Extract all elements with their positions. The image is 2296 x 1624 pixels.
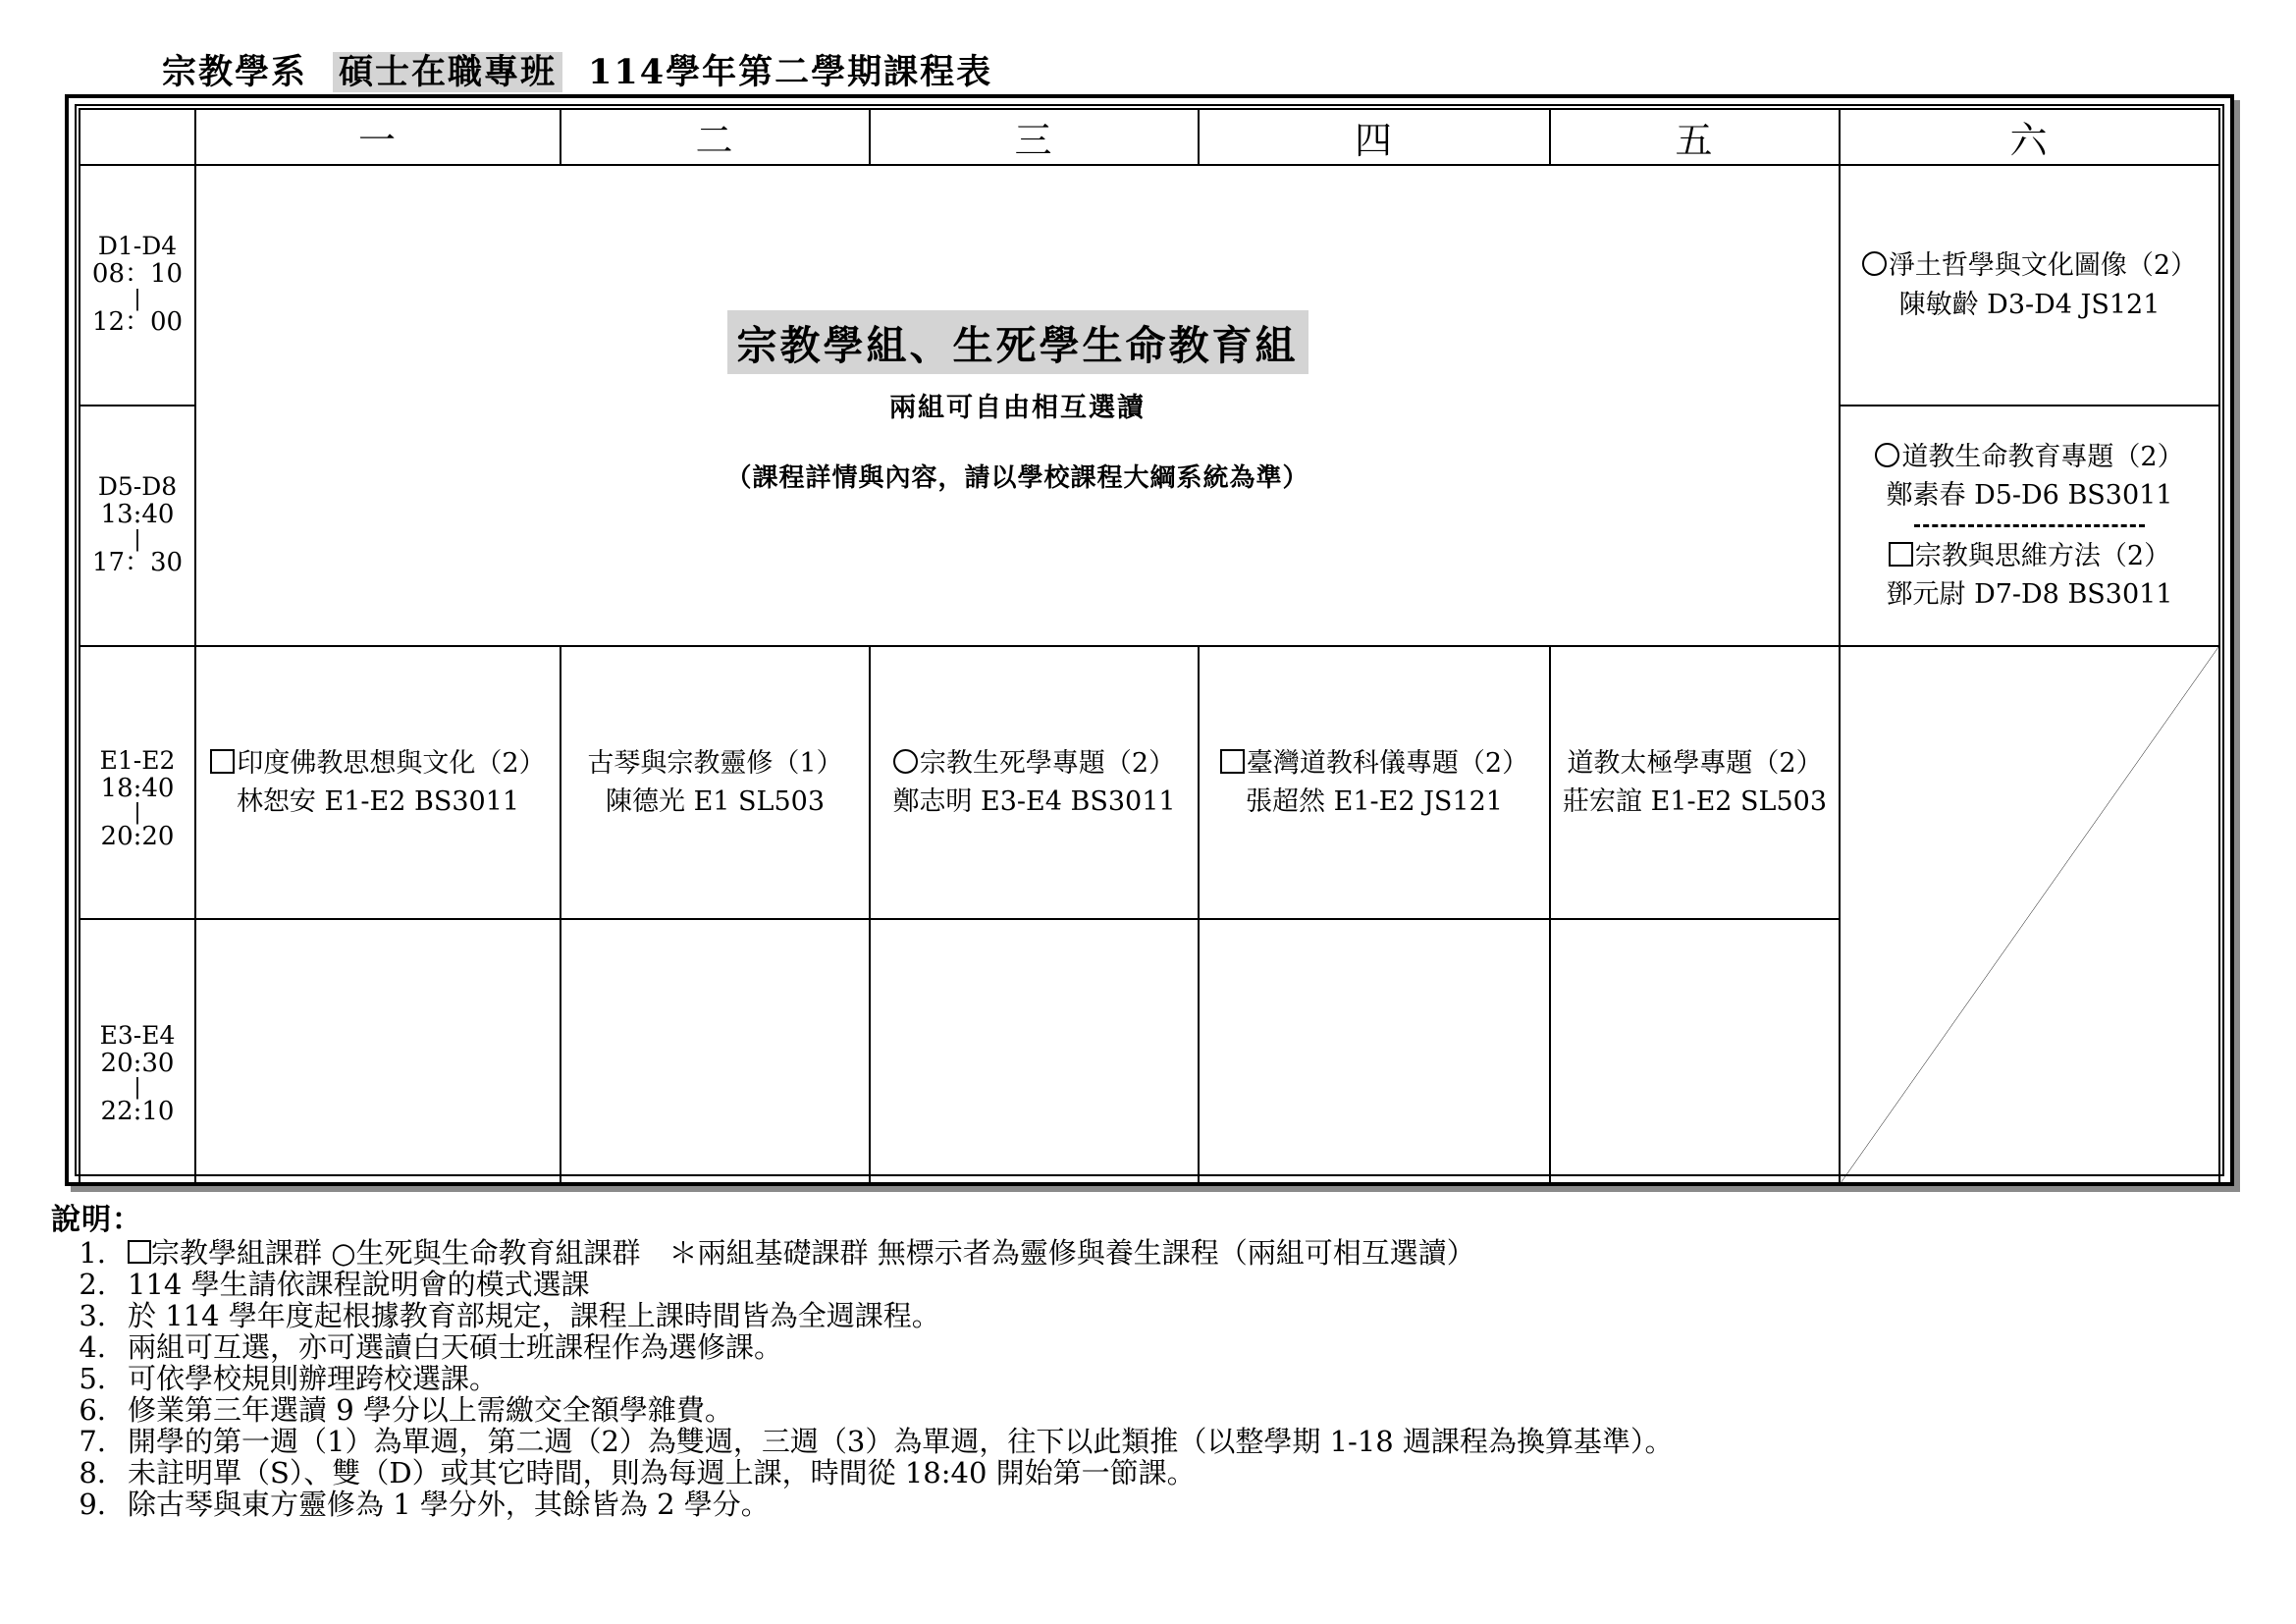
note-text	[128, 1236, 1475, 1270]
day-header-wed: 三	[870, 109, 1199, 165]
day-header-mon: 一	[195, 109, 561, 165]
cell-wed-evening[interactable]	[870, 646, 1199, 919]
group-note: （課程詳情與內容，請以學校課程大綱系統為準）	[725, 462, 1309, 493]
course-detail: 陳敏齡 D3-D4 JS121	[1898, 289, 2161, 320]
time-separator: |	[133, 1075, 141, 1101]
group-banner	[196, 300, 1839, 512]
course-name: 古琴與宗教靈修（1）	[587, 747, 843, 779]
time-code: E1-E2	[99, 745, 176, 775]
time-separator: |	[133, 526, 141, 552]
course-sat-afternoon-2	[1841, 537, 2218, 614]
table-header-row	[80, 109, 2219, 165]
time-start: 18:40	[100, 773, 175, 803]
course-mon-evening	[196, 744, 560, 821]
schedule-table	[79, 108, 2220, 1185]
note-text: 修業第三年選讀 9 學分以上需繳交全額學雜費。	[128, 1393, 733, 1427]
time-end: 17：30	[91, 548, 184, 578]
time-code: D5-D8	[97, 472, 178, 502]
note-text: 於 114 學年度起根據教育部規定，課程上課時間皆為全週課程。	[128, 1299, 940, 1332]
course-name: 宗教生死學專題（2）	[919, 747, 1176, 779]
course-detail: 林恕安 E1-E2 BS3011	[236, 786, 520, 817]
note-text: 可依學校規則辦理跨校選課。	[128, 1362, 499, 1395]
note-number: 7.	[79, 1425, 106, 1458]
course-wed-evening	[871, 744, 1198, 821]
course-tue-evening	[561, 744, 869, 821]
time-label-e1-e2	[80, 646, 195, 919]
title-term: 114學年第二學期課程表	[588, 52, 993, 92]
marker-circle-icon	[1862, 251, 1887, 276]
cell-thu-evening[interactable]	[1199, 646, 1550, 919]
time-label-d1-d4	[80, 165, 195, 406]
cell-fri-evening[interactable]	[1550, 646, 1840, 919]
cell-sat-evening-unavailable	[1840, 646, 2219, 1184]
title-program: 碩士在職專班	[333, 52, 562, 92]
time-label-e3-e4	[80, 919, 195, 1184]
note-text: 兩組可互選，亦可選讀白天碩士班課程作為選修課。	[128, 1330, 783, 1364]
day-header-thu: 四	[1199, 109, 1550, 165]
time-separator: |	[133, 800, 141, 826]
cell-tue-late[interactable]	[561, 919, 870, 1184]
diagonal-strike-icon	[1841, 647, 2218, 1183]
note-number: 9.	[79, 1488, 106, 1521]
time-code: E3-E4	[99, 1020, 176, 1050]
note-text: 除古琴與東方靈修為 1 學分外，其餘皆為 2 學分。	[128, 1488, 770, 1521]
note-text: 114 學生請依課程說明會的模式選課	[128, 1268, 590, 1301]
cell-mon-evening[interactable]	[195, 646, 561, 919]
page-title	[0, 45, 2296, 94]
cell-sat-afternoon[interactable]	[1840, 406, 2219, 646]
course-name: 印度佛教思想與文化（2）	[237, 747, 546, 779]
note-number: 2.	[79, 1268, 106, 1301]
cell-tue-evening[interactable]	[561, 646, 870, 919]
cell-thu-late[interactable]	[1199, 919, 1550, 1184]
time-code: D1-D4	[97, 232, 178, 261]
time-start: 13:40	[100, 500, 175, 530]
course-detail: 鄭素春 D5-D6 BS3011	[1886, 479, 2173, 511]
course-name: 道教太極學專題（2）	[1567, 747, 1823, 779]
course-detail: 張超然 E1-E2 JS121	[1246, 786, 1503, 817]
title-department: 宗教學系	[162, 52, 308, 92]
note-text: 開學的第一週（1）為單週，第二週（2）為雙週，三週（3）為單週，往下以此類推（以整學期 1-18 週課程為換算基準）。	[128, 1425, 1674, 1458]
time-end: 12：00	[91, 307, 184, 338]
course-divider	[1914, 524, 2145, 527]
day-header-fri: 五	[1550, 109, 1840, 165]
note-item	[51, 1456, 2260, 1489]
note-item	[51, 1330, 2260, 1364]
cell-sat-morning[interactable]	[1840, 165, 2219, 406]
course-name: 臺灣道教科儀專題（2）	[1246, 747, 1529, 779]
notes-list	[51, 1236, 2260, 1521]
table-row-d1-d4	[80, 165, 2219, 406]
schedule-table-frame	[65, 94, 2234, 1186]
cell-wed-late[interactable]	[870, 919, 1199, 1184]
note-number: 4.	[79, 1330, 106, 1364]
note-item	[51, 1362, 2260, 1395]
notes-section	[51, 1203, 2260, 1522]
table-row-e1-e2	[80, 646, 2219, 919]
note-item	[51, 1236, 2260, 1270]
note-item	[51, 1268, 2260, 1301]
group-subtitle: 兩組可自由相互選讀	[889, 392, 1146, 423]
marker-circle-icon	[1875, 443, 1899, 467]
group-title: 宗教學組、生死學生命教育組	[727, 310, 1308, 374]
note-item	[51, 1490, 2260, 1519]
note-number: 8.	[79, 1456, 106, 1489]
time-end: 22:10	[100, 1096, 175, 1126]
marker-square-icon	[210, 749, 235, 774]
course-detail: 莊宏誼 E1-E2 SL503	[1562, 786, 1828, 817]
marker-circle-icon	[893, 749, 918, 774]
corner-cell	[80, 109, 195, 165]
marker-square-icon	[1220, 749, 1245, 774]
note-item	[51, 1425, 2260, 1458]
note-number: 1.	[79, 1236, 106, 1270]
note-number: 5.	[79, 1362, 106, 1395]
note-item	[51, 1393, 2260, 1427]
note-item	[51, 1299, 2260, 1332]
group-banner-cell	[195, 165, 1840, 646]
course-sat-morning	[1841, 246, 2218, 323]
note-body: 宗教學組課群 ○生死與生命教育組課群 ＊兩組基礎課群 無標示者為靈修與養生課程（兩組可相互選讀）	[151, 1236, 1475, 1270]
time-end: 20:20	[100, 821, 175, 851]
note-number: 6.	[79, 1393, 106, 1427]
course-thu-evening	[1200, 744, 1549, 821]
course-detail: 鄭志明 E3-E4 BS3011	[892, 786, 1176, 817]
day-header-sat: 六	[1840, 109, 2219, 165]
note-number: 3.	[79, 1299, 106, 1332]
marker-square-icon	[128, 1240, 151, 1264]
cell-mon-late[interactable]	[195, 919, 561, 1184]
course-name: 宗教與思維方法（2）	[1914, 541, 2171, 571]
time-label-d5-d8	[80, 406, 195, 646]
course-detail: 陳德光 E1 SL503	[605, 786, 825, 817]
course-name: 淨土哲學與文化圖像（2）	[1888, 250, 2198, 282]
time-start: 20:30	[100, 1048, 175, 1078]
course-fri-evening	[1551, 744, 1839, 821]
course-detail: 鄧元尉 D7-D8 BS3011	[1886, 579, 2173, 611]
course-name: 道教生命教育專題（2）	[1901, 441, 2184, 472]
notes-header: 說明：	[51, 1203, 142, 1237]
note-text: 未註明單（S）、雙（D）或其它時間，則為每週上課，時間從 18:40 開始第一節課。	[128, 1456, 1196, 1489]
course-sat-afternoon-1	[1841, 438, 2218, 514]
time-start: 08：10	[91, 259, 184, 290]
marker-square-icon	[1889, 542, 1913, 567]
day-header-tue: 二	[561, 109, 870, 165]
time-separator: |	[133, 286, 141, 311]
cell-fri-late[interactable]	[1550, 919, 1840, 1184]
